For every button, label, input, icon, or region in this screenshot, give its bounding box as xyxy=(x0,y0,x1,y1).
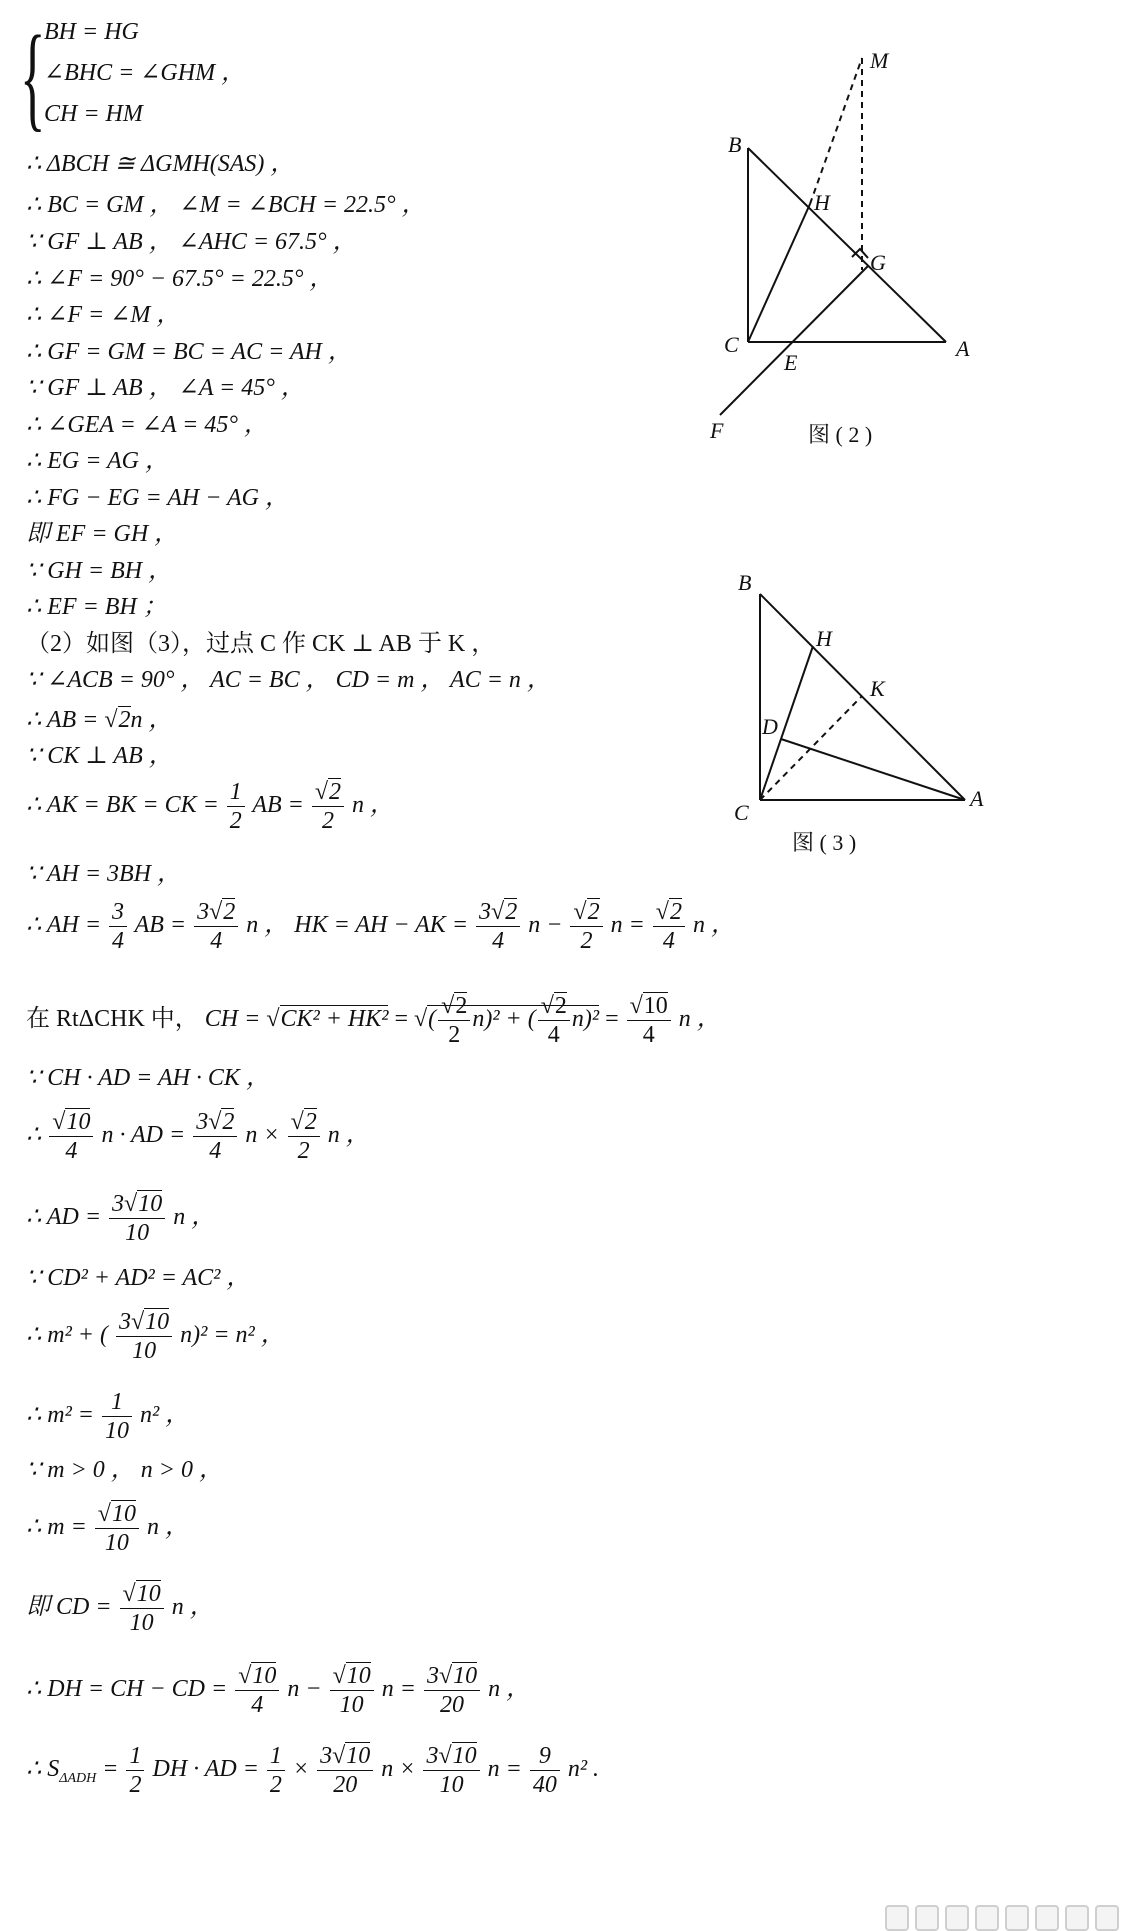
label-d: D xyxy=(762,714,778,739)
radicand: 2 xyxy=(554,993,567,1019)
n-dot-ad: n · AD = xyxy=(101,1122,192,1149)
num: 9 xyxy=(530,1742,560,1771)
frac-root10-over-4 xyxy=(235,1662,279,1719)
frac-3root2-over-4b xyxy=(476,898,520,955)
label-b: B xyxy=(738,572,752,595)
radicand: 10 xyxy=(138,1191,163,1217)
ch-ad-line: ∵ CH · AD = AH · CK ， xyxy=(26,1065,270,1091)
proof-line-11: ∴ ∠GEA = ∠A = 45° ， xyxy=(26,412,268,438)
den: 2 xyxy=(129,1772,142,1798)
radicand: 2 xyxy=(587,899,600,925)
den: 4 xyxy=(547,1022,560,1048)
n-times: n × xyxy=(381,1756,422,1783)
s-mid: = xyxy=(102,1756,125,1783)
den: 4 xyxy=(642,1022,655,1048)
times: × xyxy=(292,1756,316,1783)
proof-line-10: ∵ GF ⊥ AB ， ∠A = 45° ， xyxy=(26,375,305,401)
coef: 3 xyxy=(426,1743,439,1769)
coef: 3 xyxy=(197,899,210,925)
num: √10 xyxy=(49,1108,93,1137)
m-line xyxy=(26,1500,189,1557)
num: √2 xyxy=(288,1108,320,1137)
page-control-5[interactable] xyxy=(1005,1905,1029,1931)
frac-root10-over-10 xyxy=(120,1580,164,1637)
page-control-4[interactable] xyxy=(975,1905,999,1931)
proof-line-14: 即 EF = GH ， xyxy=(26,521,179,547)
frac-3root10-over-10 xyxy=(109,1190,165,1247)
frac-one-half xyxy=(126,1742,144,1799)
num: 1 xyxy=(267,1742,285,1771)
ab-post: n ， xyxy=(130,707,173,733)
page-control-7[interactable] xyxy=(1065,1905,1089,1931)
den: 2 xyxy=(269,1772,282,1798)
den: 40 xyxy=(532,1772,557,1798)
segment-fg xyxy=(720,266,868,415)
num: 3√10 xyxy=(424,1662,480,1691)
ad-pre: ∴ AD = xyxy=(26,1204,108,1231)
radicand: 10 xyxy=(643,993,668,1019)
dh-pre: ∴ DH = CH − CD = xyxy=(26,1676,234,1703)
den: 10 xyxy=(439,1772,464,1798)
ch-eq: CH = xyxy=(198,1006,267,1033)
radicand: 10 xyxy=(453,1663,478,1689)
eq-n: n = xyxy=(610,912,651,939)
den: 10 xyxy=(105,1418,129,1444)
page-control-1[interactable] xyxy=(885,1905,909,1931)
n-eq: n = xyxy=(487,1756,528,1783)
segment-ba xyxy=(760,594,965,800)
dh-line xyxy=(26,1662,530,1719)
label-b: B xyxy=(728,132,742,157)
den: 4 xyxy=(210,928,223,954)
radicand: 2 xyxy=(222,1109,235,1135)
segment-ad xyxy=(781,739,965,800)
s-pre: ∴ S xyxy=(26,1756,60,1783)
eq: = xyxy=(599,1006,625,1033)
den: 10 xyxy=(129,1610,154,1636)
coef: 3 xyxy=(118,1309,131,1335)
ab-pre: ∴ AB = xyxy=(26,707,105,733)
dh-ad: DH · AD = xyxy=(152,1756,265,1783)
coef: 3 xyxy=(320,1743,333,1769)
radicand: 2 xyxy=(223,899,236,925)
coef: 3 xyxy=(426,1663,439,1689)
frac-root10-over-4 xyxy=(49,1108,93,1165)
paren-n2: n)² + ( xyxy=(472,1006,536,1033)
num: 3√10 xyxy=(116,1308,172,1337)
den: 2 xyxy=(321,808,334,834)
s-sub: ΔADH xyxy=(59,1770,97,1786)
proof-line-4: ∴ ΔBCH ≅ ΔGMH(SAS) ， xyxy=(26,151,295,177)
num: 3√2 xyxy=(193,1108,237,1137)
proof-line-6: ∵ GF ⊥ AB ， ∠AHC = 67.5° ， xyxy=(26,229,357,255)
therefore: ∴ xyxy=(26,1122,48,1149)
area-line xyxy=(26,1742,599,1799)
den: 4 xyxy=(492,928,505,954)
coef: 3 xyxy=(112,1191,125,1217)
label-k: K xyxy=(870,676,885,701)
radicand: 2 xyxy=(669,899,682,925)
den: 10 xyxy=(132,1338,157,1364)
num: √10 xyxy=(627,992,671,1021)
label-c: C xyxy=(724,332,739,357)
m-pre: ∴ m = xyxy=(26,1514,93,1541)
num: 3√2 xyxy=(476,898,520,927)
ck-perp-line: ∵ CK ⊥ AB ， xyxy=(26,743,173,769)
den: 4 xyxy=(662,928,675,954)
num: √10 xyxy=(120,1580,164,1609)
ab-radicand: 2 xyxy=(118,707,131,733)
end-n: n ， xyxy=(692,912,735,939)
proof-line-5: ∴ BC = GM ， ∠M = ∠BCH = 22.5° ， xyxy=(26,192,426,218)
end: n ， xyxy=(672,1006,721,1033)
label-c: C xyxy=(734,800,749,825)
den: 4 xyxy=(112,928,125,954)
num: 3√10 xyxy=(317,1742,373,1771)
ak-post: n ， xyxy=(352,792,395,819)
radicand: 2 xyxy=(505,899,518,925)
frac-root10-over-10 xyxy=(95,1500,139,1557)
num: √10 xyxy=(235,1662,279,1691)
num: 3 xyxy=(109,898,127,927)
n2-end: n² . xyxy=(567,1756,600,1783)
den: 10 xyxy=(125,1220,150,1246)
ah-3bh-line: ∵ AH = 3BH ， xyxy=(26,861,182,887)
end-n: n ， xyxy=(173,1204,216,1231)
figure-2-caption: 图 ( 2 ) xyxy=(808,422,873,447)
rt-chk-line: 在 RtΔCHK 中， CH = √CK² + HK² = √( $\frac{√2}{2}$ n)² + ( $\frac{√2}{4}$ n)² = $\frac{√10}{4}$ n ， xyxy=(26,993,721,1048)
ah-n-hk: n ， HK = AH − AK = xyxy=(246,912,475,939)
end-n: n ， xyxy=(327,1122,370,1149)
proof-line-16: ∴ EF = BH ； xyxy=(26,594,167,620)
num: √2 xyxy=(653,898,685,927)
m2-line xyxy=(26,1308,285,1365)
num: √10 xyxy=(330,1662,374,1691)
frac-root2-over-4b xyxy=(538,992,570,1049)
proof-line-15: ∵ GH = BH ， xyxy=(26,558,173,584)
cd-pre: 即 CD = xyxy=(26,1594,118,1621)
ak-line xyxy=(26,778,394,835)
ah-pre: ∴ AH = xyxy=(26,912,108,939)
num: 1 xyxy=(102,1388,132,1417)
ad-line xyxy=(26,1190,215,1247)
den: 4 xyxy=(65,1138,78,1164)
coef: 3 xyxy=(479,899,492,925)
proof-line-12: ∴ EG = AG ， xyxy=(26,448,170,474)
label-a: A xyxy=(970,786,984,811)
radicand: 2 xyxy=(329,779,342,805)
mn-positive-line: ∵ m > 0 ， n > 0 ， xyxy=(26,1457,223,1483)
radicand: 10 xyxy=(111,1501,136,1527)
frac-3root10-over-20 xyxy=(317,1742,373,1799)
den: 4 xyxy=(251,1692,264,1718)
minus-n: n − xyxy=(287,1676,328,1703)
segment-ba xyxy=(748,148,946,342)
proof-line-2: ∠BHC = ∠GHM ， xyxy=(44,60,246,86)
big-radicand xyxy=(427,993,600,1048)
radicand: 10 xyxy=(346,1743,371,1769)
frac-3root2-over-4 xyxy=(194,898,238,955)
sqrt-symbol: √ xyxy=(104,707,118,733)
num: 3√10 xyxy=(109,1190,165,1219)
frac-1-10 xyxy=(102,1388,132,1445)
proof-line-13: ∴ FG − EG = AH − AG ， xyxy=(26,485,289,511)
frac-root2-over-2c xyxy=(438,992,470,1049)
num: 3√2 xyxy=(194,898,238,927)
num: √2 xyxy=(438,992,470,1021)
label-h: H xyxy=(816,626,832,651)
frac-3root2-over-4 xyxy=(193,1108,237,1165)
frac-one-half xyxy=(267,1742,285,1799)
frac-root10-over-4 xyxy=(627,992,671,1049)
end-n: n ， xyxy=(488,1676,531,1703)
figure-2 xyxy=(700,40,1000,460)
rt-pre: 在 RtΔCHK 中， xyxy=(26,1006,199,1033)
ak-mid: AB = xyxy=(252,792,310,819)
den: 2 xyxy=(448,1022,461,1048)
radicand: 10 xyxy=(252,1663,277,1689)
den: 10 xyxy=(104,1530,129,1556)
m2b-post: n² ， xyxy=(140,1402,190,1429)
proof-line-3: CH = HM xyxy=(44,101,143,127)
coef: 3 xyxy=(196,1109,209,1135)
radicand: 10 xyxy=(346,1663,371,1689)
end-n: n ， xyxy=(171,1594,214,1621)
ck-hk-radicand: CK² + HK² xyxy=(280,1006,389,1033)
frac-root2-over-2 xyxy=(288,1108,320,1165)
frac-3root10-over-10 xyxy=(423,1742,479,1799)
ad-eq-line xyxy=(26,1108,370,1165)
num: 3√10 xyxy=(423,1742,479,1771)
num: √10 xyxy=(95,1500,139,1529)
frac-3root10-over-20 xyxy=(424,1662,480,1719)
page-control-6[interactable] xyxy=(1035,1905,1059,1931)
eq: = xyxy=(388,1006,414,1033)
page-control-3[interactable] xyxy=(945,1905,969,1931)
label-a: A xyxy=(956,336,970,361)
frac-root10-over-10 xyxy=(330,1662,374,1719)
frac-9-40 xyxy=(530,1742,560,1799)
label-h: H xyxy=(814,190,830,215)
part2-heading: （2）如图（3），过点 C 作 CK ⊥ AB 于 K ， xyxy=(26,631,496,657)
figure-3-caption: 图 ( 3 ) xyxy=(792,830,857,855)
label-m: M xyxy=(870,48,889,73)
proof-line-8: ∴ ∠F = ∠M ， xyxy=(26,302,181,328)
m2-post: n)² = n² ， xyxy=(180,1322,285,1349)
ah-hk-line xyxy=(26,898,735,955)
num: 1 xyxy=(227,778,245,807)
den: 2 xyxy=(580,928,593,954)
system-brace: { xyxy=(20,11,46,142)
m2b-pre: ∴ m² = xyxy=(26,1402,100,1429)
frac-3-4 xyxy=(109,898,127,955)
n-times: n × xyxy=(245,1122,286,1149)
den: 2 xyxy=(297,1138,310,1164)
num: √2 xyxy=(312,778,344,807)
segment-ch xyxy=(748,204,810,342)
end-n: n ， xyxy=(146,1514,189,1541)
den: 4 xyxy=(209,1138,222,1164)
proof-line-1: BH = HG xyxy=(44,19,139,45)
num: √2 xyxy=(570,898,602,927)
frac-root2-over-2b xyxy=(570,898,602,955)
den: 20 xyxy=(440,1692,465,1718)
ah-mid: AB = xyxy=(134,912,193,939)
proof-line-7: ∴ ∠F = 90° − 67.5° = 22.5° ， xyxy=(26,266,334,292)
ak-pre: ∴ AK = BK = CK = xyxy=(26,792,225,819)
proof-line-9: ∴ GF = GM = BC = AC = AH ， xyxy=(26,339,352,365)
minus-n: n − xyxy=(528,912,569,939)
cd2-line: ∵ CD² + AD² = AC² ， xyxy=(26,1265,251,1291)
figure-3 xyxy=(720,572,1010,842)
num: 1 xyxy=(126,1742,144,1771)
m2b-line xyxy=(26,1388,189,1445)
segment-hm-dashed xyxy=(810,58,862,204)
cd-line xyxy=(26,1580,214,1637)
radicand: 2 xyxy=(304,1109,317,1135)
radicand: 10 xyxy=(452,1743,477,1769)
radicand: 10 xyxy=(66,1109,91,1135)
den: 2 xyxy=(229,808,242,834)
label-f: F xyxy=(710,418,724,443)
radicand: 2 xyxy=(455,993,468,1019)
frac-3root10-over-10 xyxy=(116,1308,172,1365)
page-control-2[interactable] xyxy=(915,1905,939,1931)
frac-root2-over-2 xyxy=(312,778,344,835)
page-control-8[interactable] xyxy=(1095,1905,1119,1931)
ab-line xyxy=(26,706,173,734)
num: √2 xyxy=(538,992,570,1021)
den: 20 xyxy=(333,1772,358,1798)
den: 10 xyxy=(339,1692,364,1718)
frac-one-half xyxy=(227,778,245,835)
frac-root2-over-4 xyxy=(653,898,685,955)
label-g: G xyxy=(870,250,886,275)
m2-pre: ∴ m² + ( xyxy=(26,1322,108,1349)
proof-line-18: ∵ ∠ACB = 90° ， AC = BC ， CD = m ， AC = n ， xyxy=(26,667,551,693)
eq-n: n = xyxy=(381,1676,422,1703)
radicand: 10 xyxy=(136,1581,161,1607)
close-n2: n)² xyxy=(571,1006,600,1033)
label-e: E xyxy=(784,350,798,375)
paren: ( xyxy=(428,1006,437,1033)
radicand: 10 xyxy=(145,1309,170,1335)
